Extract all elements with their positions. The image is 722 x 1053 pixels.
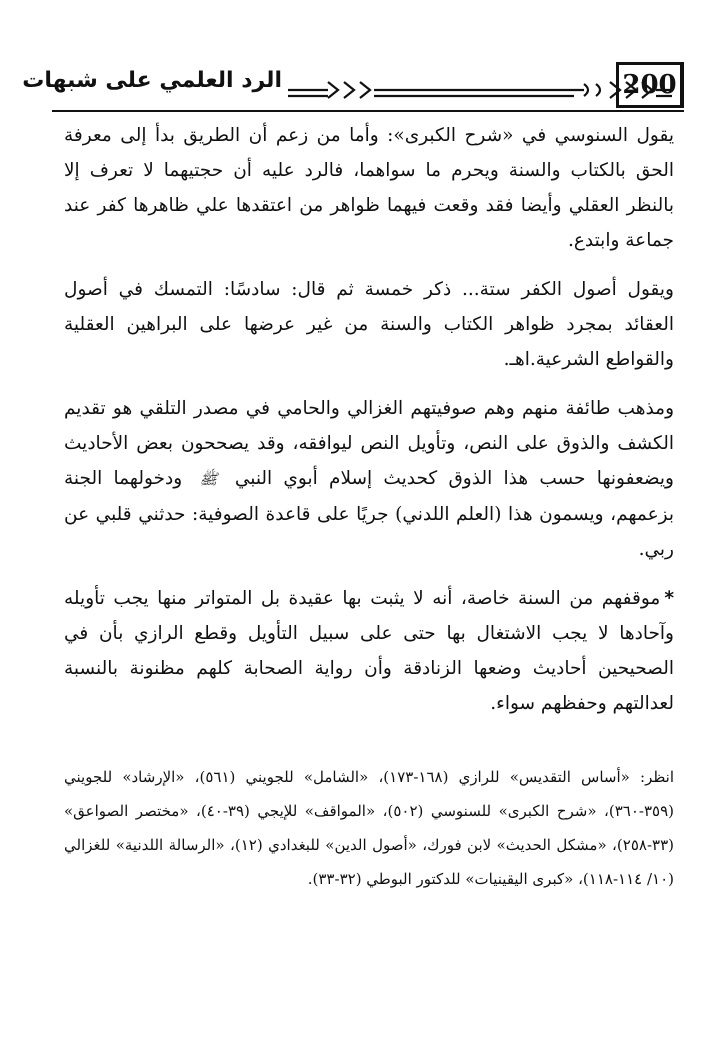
paragraph-sufi-before: ومذهب طائفة منهم وهم صوفيتهم الغزالي والحامي في مصدر التلقي هو تقديم الكشف والذوق على النص، وتأويل النص ليوافقه، وقد يصححون بعض الأحاديث ويضعفونها حسب هذا الذوق كحديث إسلام أبوي النبي <box>64 398 674 489</box>
salla-glyph-icon: ﷺ <box>199 470 218 488</box>
page-number: 200 <box>616 62 684 108</box>
paragraph-sunnah-text: موقفهم من السنة خاصة، أنه لا يثبت بها عقيدة بل المتواتر منها يجب تأويله وآحادها لا يجب الاشتغال بها حتى على سبيل التأويل وقطع الرازي بأن في الصحيحين أحاديث وضعها الزنادقة وأن رواية الصحابة كلهم مظنونة بالنسبة لعدالتهم وحفظهم سواء. <box>64 588 674 714</box>
main-text <box>64 118 674 721</box>
header-ornament-icon <box>284 76 674 104</box>
paragraph-sufi-after: ودخولهما الجنة بزعمهم، ويسمون هذا (العلم اللدني) جريًا على قاعدة الصوفية: حدثني قلبي عن ربي. <box>64 468 674 560</box>
paragraph-kufr-principles: ويقول أصول الكفر ستة... ذكر خمسة ثم قال: سادسًا: التمسك في أصول العقائد بمجرد ظواهر الكتاب والسنة من غير عرضها على البراهين العقلية والقواطع الشرعية.اهـ. <box>64 279 674 370</box>
bullet-star: * <box>664 588 674 609</box>
header-rule <box>52 110 684 112</box>
book-title: الرد العلمي على شبهات <box>22 68 282 93</box>
footnote-references: انظر: «أساس التقديس» للرازي (١٦٨-١٧٣)، «الشامل» للجويني (٥٦١)، «الإرشاد» للجويني (٣٥٩-٣٦٠)، «شرح الكبرى» للسنوسي (٥٠٢)، «المواقف» للإيجي (٣٩-٤٠)، «مختصر الصواعق» (٣٣-٢٥٨)، «مشكل الحديث» لابن فورك، «أصول الدين» للبغدادي (١٢)، «الرسالة اللدنية» للغزالي (١٠/ ١١٤-١١٨)، «كبرى اليقينيات» للدكتور البوطي (٣٢-٣٣). <box>64 768 675 888</box>
paragraph-senusi: يقول السنوسي في «شرح الكبرى»: وأما من زعم أن الطريق بدأ إلى معرفة الحق بالكتاب والسنة ويحرم ما سواهما، فالرد عليه أن حجتيهما لا تعرف إلا بالنظر العقلي وأيضا فقد وقعت فيهما ظواهر من اعتقدها علي ظاهرها كفر عند جماعة وابتدع. <box>64 125 674 251</box>
page-header <box>22 62 684 114</box>
paragraph-sunnah-stance <box>64 581 674 721</box>
paragraph-sufi-method <box>64 391 674 567</box>
